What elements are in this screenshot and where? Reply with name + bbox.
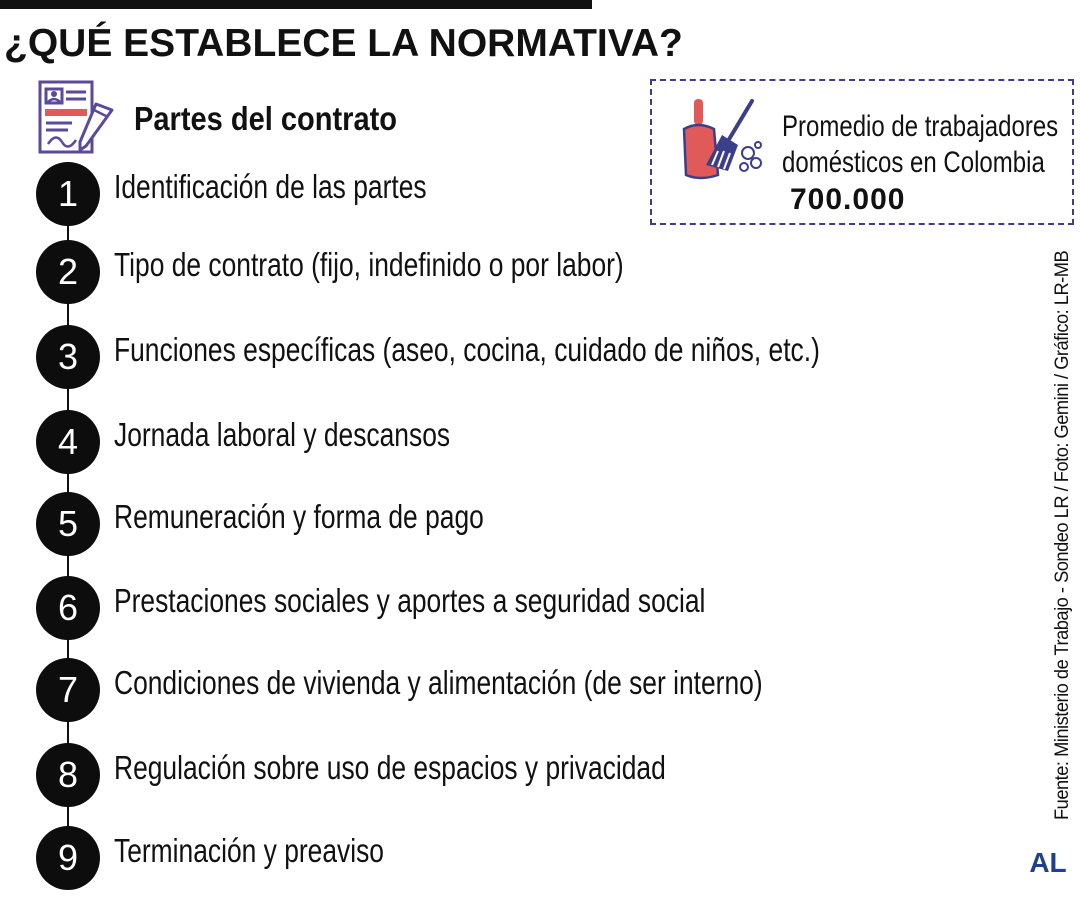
list-item-label: Remuneración y forma de pago [114,498,484,535]
list-item [36,492,836,556]
step-number-badge: 1 [36,162,100,226]
top-rule [0,0,592,9]
source-credit [1052,250,1074,820]
publisher-logo: AL [1029,847,1067,878]
list-item-label: Tipo de contrato (fijo, indefinido o por labor) [114,246,624,283]
page-title: ¿QUÉ ESTABLECE LA NORMATIVA? [4,22,683,65]
step-number-badge: 7 [36,658,100,722]
list-item [36,325,836,389]
step-number-badge: 9 [36,826,100,890]
list-item [36,240,836,304]
step-number-badge: 4 [36,410,100,474]
step-number-badge: 8 [36,743,100,807]
list-item-label: Terminación y preaviso [114,832,384,869]
stat-value: 700.000 [790,183,906,216]
list-item-label: Jornada laboral y descansos [114,416,451,453]
step-number-badge: 6 [36,576,100,640]
list-item [36,826,836,890]
list-item-label: Regulación sobre uso de espacios y privacidad [114,749,666,786]
list-item [36,576,836,640]
source-text: Fuente: Ministerio de Trabajo - Sondeo LR / Foto: Gemini / Gráfico: LR-MB [1052,250,1073,820]
step-number-badge: 2 [36,240,100,304]
list-item-label: Prestaciones sociales y aportes a seguridad social [114,582,706,619]
list-item [36,743,836,807]
step-number-badge: 5 [36,492,100,556]
step-number-badge: 3 [36,325,100,389]
list-item-label: Condiciones de vivienda y alimentación (de ser interno) [114,664,763,701]
broom-dustpan-icon [678,95,768,183]
list-item-label: Funciones específicas (aseo, cocina, cuidado de niños, etc.) [114,331,820,368]
contract-document-icon [36,80,118,158]
list-item [36,658,836,722]
section-title: Partes del contrato [134,100,398,137]
list-item-label: Identificación de las partes [114,168,427,205]
list-item [36,410,836,474]
stat-box [650,79,1074,225]
stat-label-line2: domésticos en Colombia [782,146,1045,179]
stat-label [782,109,1058,181]
stat-label-line1: Promedio de trabajadores [782,110,1059,143]
